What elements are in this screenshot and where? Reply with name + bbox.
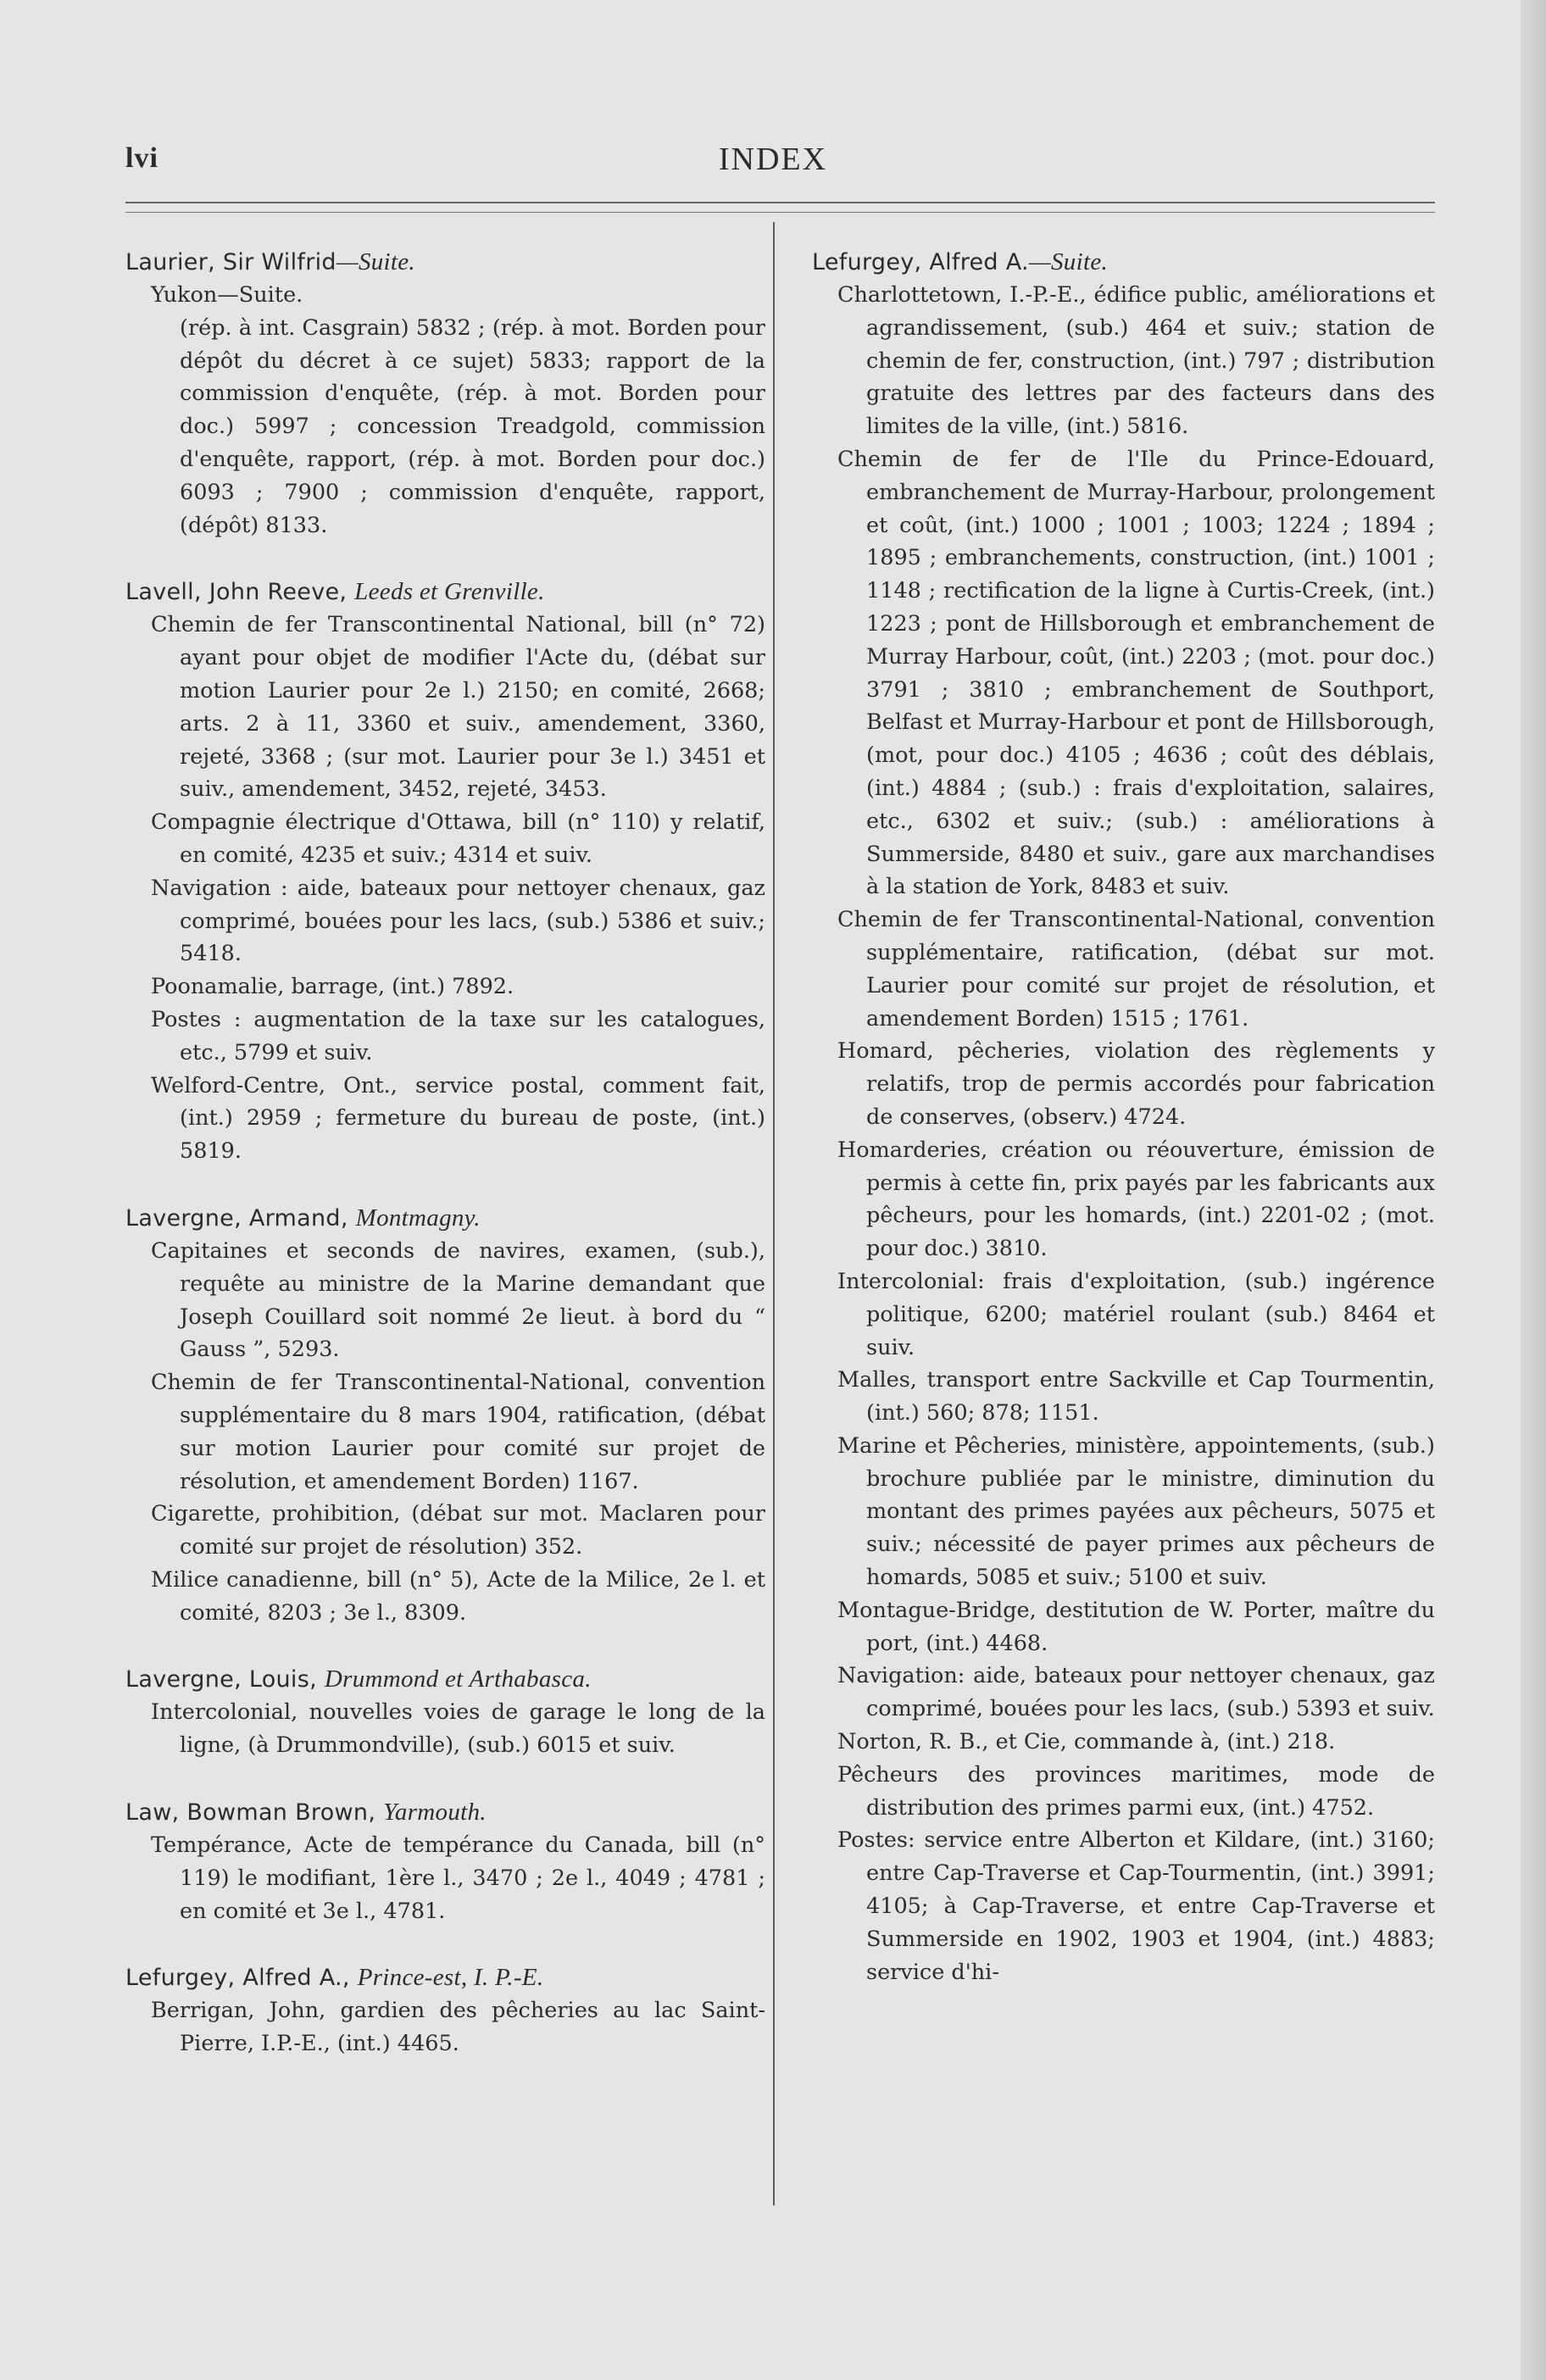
riding-name: —Suite. xyxy=(336,248,415,275)
index-item: Navigation : aide, bateaux pour nettoyer chenaux, gaz comprimé, bouées pour les lacs, (sub.) 5386 et suiv.; 5418. xyxy=(151,875,765,967)
index-item: Homard, pêcheries, violation des règlements y relatifs, trop de permis accordés pour fabrication de conserves, (observ.) 4724. xyxy=(837,1038,1435,1130)
index-entry xyxy=(812,246,1435,1988)
index-item: Montague-Bridge, destitution de W. Porter, maître du port, (int.) 4468. xyxy=(837,1597,1435,1656)
left-column xyxy=(125,246,765,2060)
index-item: Norton, R. B., et Cie, commande à, (int.) 218. xyxy=(837,1729,1336,1755)
subject-heading: Yukon—Suite. xyxy=(151,282,303,308)
entry-heading xyxy=(812,246,1435,279)
index-item: Intercolonial, nouvelles voies de garage le long de la ligne, (à Drummondville), (sub.) 6015 et suiv. xyxy=(151,1699,765,1759)
index-entry xyxy=(125,1663,765,1762)
entry-heading xyxy=(125,1202,765,1235)
index-entry xyxy=(125,1961,765,2060)
index-item: Milice canadienne, bill (n° 5), Acte de la Milice, 2e l. et comité, 8203 ; 3e l., 8309. xyxy=(151,1566,765,1626)
index-item: Cigarette, prohibition, (débat sur mot. Maclaren pour comité sur projet de résolution) 352. xyxy=(151,1501,765,1560)
riding-name: —Suite. xyxy=(1028,248,1109,275)
entry-heading xyxy=(125,1663,765,1696)
member-name: Law, Bowman Brown, xyxy=(125,1799,376,1827)
riding-name: Montmagny. xyxy=(355,1204,481,1232)
member-name: Laurier, Sir Wilfrid xyxy=(125,249,336,275)
index-entry xyxy=(125,576,765,1168)
member-name: Lavergne, Louis, xyxy=(125,1666,317,1693)
riding-name: Yarmouth. xyxy=(383,1799,487,1827)
member-name: Lavergne, Armand, xyxy=(125,1204,348,1232)
entry-heading xyxy=(125,246,765,279)
header-rule xyxy=(125,202,1435,203)
index-item: Capitaines et seconds de navires, examen, (sub.), requête au ministre de la Marine demandant que Joseph Couillard soit nommé 2e lieut. à bord du “ Gauss ”, 5293. xyxy=(151,1237,765,1363)
entry-heading xyxy=(125,1961,765,1994)
riding-name: Leeds et Grenville. xyxy=(354,578,545,606)
riding-name: Drummond et Arthabasca. xyxy=(324,1665,592,1693)
page-number: lvi xyxy=(125,142,158,174)
index-item: Postes: service entre Alberton et Kildare, (int.) 3160; entre Cap-Traverse et Cap-Tourmentin, (int.) 3991; 4105; à Cap-Traverse, et entre Cap-Traverse et Summerside en 1902, 1903 et 1904, (int.) 4883; service d'hi- xyxy=(837,1827,1435,1985)
index-item: Pêcheurs des provinces maritimes, mode de distribution des primes parmi eux, (int.) 4752. xyxy=(837,1761,1435,1821)
member-name: Lavell, John Reeve, xyxy=(125,579,348,606)
index-item: Chemin de fer de l'Ile du Prince-Edouard, embranchement de Murray-Harbour, prolongement et coût, (int.) 1000 ; 1001 ; 1003; 1224 ; 1894 ; 1895 ; embranchements, construction, (int.) 1001 ; 1148 ; rectification de la ligne à Curtis-Creek, (int.) 1223 ; pont de Hillsborough et embranchement de Murray Harbour, coût, (int.) 2203 ; (mot. pour doc.) 3791 ; 3810 ; embranchement de Southport, Belfast et Murray-Harbour et pont de Hillsborough, (mot, pour doc.) 4105 ; 4636 ; coût des déblais, (int.) 4884 ; (sub.) : frais d'exploitation, salaires, etc., 6302 et suiv.; (sub.) : améliorations à Summerside, 8480 et suiv., gare aux marchandises à la station de York, 8483 et suiv. xyxy=(837,446,1435,900)
column-divider xyxy=(773,222,775,2205)
entry-heading xyxy=(125,576,765,609)
index-item: Navigation: aide, bateaux pour nettoyer chenaux, gaz comprimé, bouées pour les lacs, (sub.) 5393 et suiv. xyxy=(837,1663,1435,1722)
index-item: Chemin de fer Transcontinental National, bill (n° 72) ayant pour objet de modifier l'Acte du, (débat sur motion Laurier pour 2e l.) 2150; en comité, 2668; arts. 2 à 11, 3360 et suiv., amendement, 3360, rejeté, 3368 ; (sur mot. Laurier pour 3e l.) 3451 et suiv., amendement, 3452, rejeté, 3453. xyxy=(151,612,765,803)
index-item: Chemin de fer Transcontinental-National, convention supplémentaire du 8 mars 1904, ratification, (débat sur motion Laurier pour comité sur projet de résolution, et amendement Borden) 1167. xyxy=(151,1370,765,1494)
index-item: Charlottetown, I.-P.-E., édifice public, améliorations et agrandissement, (sub.) 464 et suiv.; station de chemin de fer, construction, (int.) 797 ; distribution gratuite des lettres par des facteurs dans des limites de la ville, (int.) 5816. xyxy=(837,282,1435,440)
index-item: (rép. à int. Casgrain) 5832 ; (rép. à mot. Borden pour dépôt du décret à ce sujet) 5833; rapport de la commission d'enquête, (rép. à mot. Borden pour doc.) 5997 ; concession Treadgold, commission d'enquête, rapport, (rép. à mot. Borden pour doc.) 6093 ; 7900 ; commission d'enquête, rapport, (dépôt) 8133. xyxy=(180,314,765,538)
index-item: Homarderies, création ou réouverture, émission de permis à cette fin, prix payés par les fabricants aux pêcheurs, pour les homards, (int.) 2201-02 ; (mot. pour doc.) 3810. xyxy=(837,1137,1435,1262)
riding-name: Prince-est, I. P.-E. xyxy=(357,1964,544,1992)
index-item: Compagnie électrique d'Ottawa, bill (n° 110) y relatif, en comité, 4235 et suiv.; 4314 et suiv. xyxy=(151,809,765,868)
right-column xyxy=(812,246,1435,1988)
member-name: Lefurgey, Alfred A., xyxy=(125,1965,350,1992)
running-title: INDEX xyxy=(718,142,828,177)
index-item: Berrigan, John, gardien des pêcheries au lac Saint-Pierre, I.P.-E., (int.) 4465. xyxy=(151,1998,765,2057)
index-item: Chemin de fer Transcontinental-National, convention supplémentaire, ratification, (débat sur mot. Laurier pour comité sur projet de résolution, et amendement Borden) 1515 ; 1761. xyxy=(837,907,1435,1032)
index-item: Marine et Pêcheries, ministère, appointements, (sub.) brochure publiée par le ministre, diminution du montant des primes payées aux pêcheurs, 5075 et suiv.; nécessité de payer primes aux pêcheurs de homards, 5085 et suiv.; 5100 et suiv. xyxy=(837,1432,1435,1591)
header-rule-thin xyxy=(125,212,1435,213)
index-entry xyxy=(125,1796,765,1927)
index-item: Tempérance, Acte de tempérance du Canada, bill (n° 119) le modifiant, 1ère l., 3470 ; 2e l., 4049 ; 4781 ; en comité et 3e l., 4781. xyxy=(151,1832,765,1924)
index-item: Welford-Centre, Ont., service postal, comment fait, (int.) 2959 ; fermeture du bureau de poste, (int.) 5819. xyxy=(151,1072,765,1165)
member-name: Lefurgey, Alfred A. xyxy=(812,249,1029,275)
index-item: Poonamalie, barrage, (int.) 7892. xyxy=(151,974,514,1000)
index-item: Malles, transport entre Sackville et Cap Tourmentin, (int.) 560; 878; 1151. xyxy=(837,1367,1435,1426)
index-item: Intercolonial: frais d'exploitation, (sub.) ingérence politique, 6200; matériel roulant (sub.) 8464 et suiv. xyxy=(837,1268,1435,1360)
scan-edge xyxy=(1521,0,1546,2380)
entry-heading xyxy=(125,1796,765,1829)
index-entry xyxy=(125,246,765,542)
index-item: Postes : augmentation de la taxe sur les catalogues, etc., 5799 et suiv. xyxy=(151,1006,765,1065)
index-entry xyxy=(125,1202,765,1630)
